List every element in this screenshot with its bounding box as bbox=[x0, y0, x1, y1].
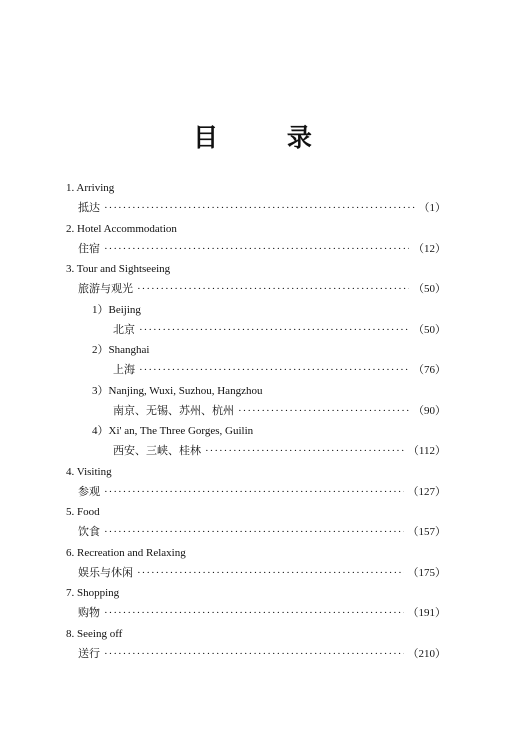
toc-entry-cn-label: 购物 bbox=[78, 606, 100, 619]
toc-entry-cn bbox=[66, 239, 446, 260]
toc-subentry-cn bbox=[66, 401, 446, 422]
toc-page-number: （157） bbox=[407, 526, 446, 538]
dot-leader bbox=[104, 644, 404, 665]
toc-entry-en: 8. Seeing off bbox=[66, 627, 123, 640]
toc-page-number: （50） bbox=[413, 283, 446, 295]
dot-leader bbox=[104, 239, 409, 260]
dot-leader bbox=[205, 441, 404, 462]
dot-leader bbox=[104, 198, 415, 219]
toc-entry-cn bbox=[66, 482, 446, 503]
toc-entry-cn bbox=[66, 279, 446, 300]
dot-leader bbox=[139, 320, 409, 341]
toc-entry-cn-label: 北京 bbox=[113, 322, 135, 336]
toc-subentry-en: 4）Xi' an, The Three Gorges, Guilin bbox=[92, 425, 254, 437]
dot-leader bbox=[238, 401, 409, 422]
toc-entry-cn-label: 参观 bbox=[78, 484, 100, 498]
toc-entry-cn bbox=[66, 644, 446, 665]
toc-page-number: （1） bbox=[418, 202, 446, 214]
toc-subentry-en: 1）Beijing bbox=[92, 303, 141, 316]
toc-subentry-cn bbox=[66, 441, 446, 462]
toc-page-number: （12） bbox=[413, 242, 446, 255]
toc-entry-cn-label: 南京、无锡、苏州、杭州 bbox=[113, 403, 234, 417]
toc-subentry-cn bbox=[66, 360, 446, 381]
toc-entry-cn-label: 娱乐与休闲 bbox=[78, 565, 133, 579]
dot-leader bbox=[104, 603, 404, 624]
table-of-contents bbox=[66, 178, 446, 664]
toc-entry-cn-label: 抵达 bbox=[78, 201, 100, 214]
dot-leader bbox=[104, 522, 404, 543]
toc-page-number: （76） bbox=[413, 364, 446, 376]
dot-leader bbox=[137, 563, 404, 584]
toc-entry-en: 7. Shopping bbox=[66, 587, 120, 599]
toc-entry-cn-label: 住宿 bbox=[78, 241, 100, 255]
toc-entry-cn-label: 上海 bbox=[113, 363, 135, 376]
toc-entry-cn-label: 西安、三峡、桂林 bbox=[113, 444, 201, 457]
toc-page-number: （210） bbox=[407, 647, 446, 660]
toc-subentry-cn bbox=[66, 320, 446, 341]
dot-leader bbox=[104, 482, 404, 503]
toc-page-number: （175） bbox=[407, 566, 446, 579]
toc-entry-en: 5. Food bbox=[66, 506, 100, 518]
toc-page-number: （127） bbox=[407, 485, 446, 498]
toc-entry-cn bbox=[66, 198, 446, 219]
toc-entry-en: 4. Visiting bbox=[66, 465, 112, 478]
toc-entry-cn bbox=[66, 563, 446, 584]
toc-entry-cn bbox=[66, 522, 446, 543]
toc-subentry-en: 2）Shanghai bbox=[92, 344, 150, 356]
toc-entry-cn bbox=[66, 603, 446, 624]
toc-entry-en: 1. Arriving bbox=[66, 182, 115, 194]
page-title: 目 录 bbox=[193, 123, 342, 152]
dot-leader bbox=[139, 360, 409, 381]
toc-entry-en: 6. Recreation and Relaxing bbox=[66, 546, 186, 559]
dot-leader bbox=[137, 279, 409, 300]
toc-entry-cn-label: 饮食 bbox=[78, 525, 100, 538]
toc-entry-en: 2. Hotel Accommodation bbox=[66, 222, 177, 235]
toc-entry-cn-label: 旅游与观光 bbox=[78, 282, 133, 295]
toc-entry-en: 3. Tour and Sightseeing bbox=[66, 263, 171, 275]
toc-page-number: （90） bbox=[413, 404, 446, 417]
toc-page-number: （112） bbox=[407, 445, 446, 457]
toc-page-number: （50） bbox=[413, 323, 446, 336]
toc-subentry-en: 3）Nanjing, Wuxi, Suzhou, Hangzhou bbox=[92, 384, 263, 397]
toc-entry-cn-label: 送行 bbox=[78, 646, 100, 660]
toc-page-number: （191） bbox=[407, 607, 446, 619]
